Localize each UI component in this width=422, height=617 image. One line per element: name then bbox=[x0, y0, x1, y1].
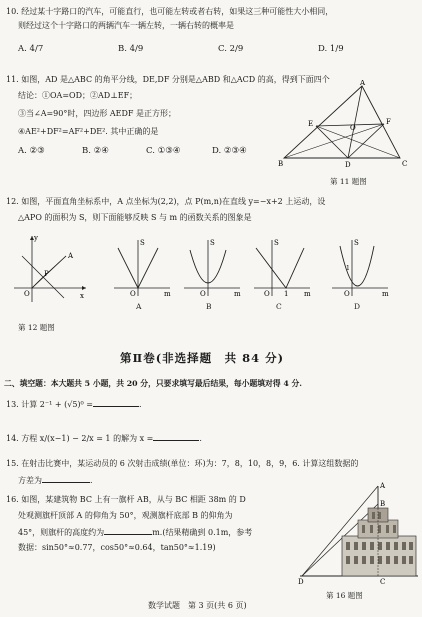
svg-text:1: 1 bbox=[284, 290, 289, 298]
q11-line4: ④AE²+DF²=AF²+DE². 其中正确的是 bbox=[18, 127, 159, 136]
q10-option-a: A. 4/7 bbox=[18, 44, 44, 54]
q16-line3: 45°，则旗杆的高度约为 m.(结果精确到 0.1m，参考 bbox=[18, 528, 253, 537]
q16-line1: 16. 如图，某建筑物 BC 上有一旗杆 AB，从与 BC 相距 38m 的 D bbox=[6, 495, 246, 504]
q10-option-d: D. 1/9 bbox=[318, 44, 344, 54]
section2-heading: 二、填空题：本大题共 5 小题，共 20 分，只要求填写最后结果，每小题填对得 4 分. bbox=[4, 379, 302, 388]
q11-label-f: F bbox=[386, 118, 391, 126]
q11-label-e: E bbox=[308, 120, 314, 128]
q16-line2: 处观测旗杆顶部 A 的仰角为 50°，观测旗杆底部 B 的仰角为 bbox=[18, 511, 233, 520]
q16-label-b: B bbox=[380, 500, 386, 508]
q10-option-c: C. 2/9 bbox=[218, 44, 244, 54]
q15-line2: 方差为 . bbox=[18, 476, 93, 485]
svg-text:A: A bbox=[68, 252, 74, 260]
q16-line4: 数据：sin50°≈0.77，cos50°≈0.64，tan50°≈1.19) bbox=[18, 543, 216, 552]
q12-choice-d: D bbox=[354, 302, 361, 311]
q13-text: 13. 计算 2⁻¹ + (√5)⁰ = . bbox=[6, 400, 142, 409]
q12-caption: 第 12 题图 bbox=[18, 323, 55, 332]
svg-text:S: S bbox=[274, 239, 279, 247]
q11-label-a: A bbox=[360, 80, 366, 87]
q11-line3: ③当∠A=90°时，四边形 AEDF 是正方形； bbox=[18, 109, 177, 118]
svg-text:m: m bbox=[304, 290, 311, 298]
q11-label-c: C bbox=[402, 160, 408, 168]
svg-text:m: m bbox=[382, 290, 389, 298]
page-footer: 数学试题 第 3 页(共 6 页) bbox=[148, 601, 247, 610]
q12-coordinate-figure bbox=[10, 232, 90, 304]
svg-text:m: m bbox=[234, 290, 241, 298]
q12-line2: △APO 的面积为 S，则下面能够反映 S 与 m 的函数关系的图象是 bbox=[18, 213, 252, 222]
q11-label-b: B bbox=[278, 160, 284, 168]
svg-text:O: O bbox=[344, 290, 350, 298]
q11-label-o: O bbox=[350, 124, 356, 132]
part2-title: 第Ⅱ卷(非选择题 共 84 分) bbox=[120, 351, 285, 365]
svg-text:O: O bbox=[130, 290, 136, 298]
q12-line1: 12. 如图，平面直角坐标系中，A 点坐标为(2,2)，点 P(m,n)在直线 y=−x+2 上运动，设 bbox=[6, 197, 326, 206]
q16-label-a: A bbox=[380, 482, 386, 490]
q10-line1: 10. 经过某十字路口的汽车，可能直行，也可能左转或者右转，如果这三种可能性大小相同， bbox=[6, 7, 334, 16]
q12-choice-b: B bbox=[206, 302, 212, 311]
q12-choice-c: C bbox=[276, 302, 282, 311]
svg-text:m: m bbox=[164, 290, 171, 298]
q16-building-figure bbox=[292, 478, 420, 586]
q11-line1: 11. 如图，AD 是△ABC 的角平分线，DE,DF 分别是△ABD 和△ACD 的高，得到下面四个 bbox=[6, 75, 330, 84]
q11-line2: 结论：①OA=OD；②AD⊥EF； bbox=[18, 91, 138, 100]
q11-option-a: A. ②③ bbox=[18, 146, 45, 156]
svg-text:y: y bbox=[34, 234, 38, 242]
q11-caption: 第 11 题图 bbox=[330, 177, 367, 186]
svg-text:x: x bbox=[80, 292, 84, 300]
q12-choice-a: A bbox=[136, 302, 142, 311]
q16-label-c: C bbox=[380, 578, 386, 586]
svg-text:O: O bbox=[200, 290, 206, 298]
q12-graph-c bbox=[252, 236, 312, 298]
q12-graph-d bbox=[330, 236, 390, 298]
q11-option-c: C. ①③④ bbox=[146, 146, 181, 156]
svg-text:O: O bbox=[264, 290, 270, 298]
q16-label-d: D bbox=[298, 578, 304, 586]
q11-label-d: D bbox=[345, 161, 351, 169]
svg-text:O: O bbox=[24, 290, 30, 298]
svg-text:S: S bbox=[210, 239, 215, 247]
q12-graph-a bbox=[112, 236, 172, 298]
q11-triangle-figure bbox=[276, 80, 416, 170]
q12-graph-b bbox=[182, 236, 242, 298]
q11-option-d: D. ②③④ bbox=[212, 146, 247, 156]
q16-caption: 第 16 题图 bbox=[326, 591, 363, 600]
q10-option-b: B. 4/9 bbox=[118, 44, 144, 54]
svg-text:1: 1 bbox=[346, 265, 350, 272]
q10-line2: 则经过这个十字路口的两辆汽车一辆左转，一辆右转的概率是 bbox=[18, 21, 234, 30]
q15-line1: 15. 在射击比赛中，某运动员的 6 次射击成绩(单位：环)为：7，8，10，8，9，6. 计算这组数据的 bbox=[6, 459, 359, 468]
svg-text:S: S bbox=[354, 239, 359, 247]
svg-text:S: S bbox=[140, 239, 145, 247]
svg-text:P: P bbox=[44, 270, 49, 278]
q14-text: 14. 方程 x/(x−1) − 2/x = 1 的解为 x = . bbox=[6, 434, 202, 443]
q11-option-b: B. ②④ bbox=[82, 146, 109, 156]
